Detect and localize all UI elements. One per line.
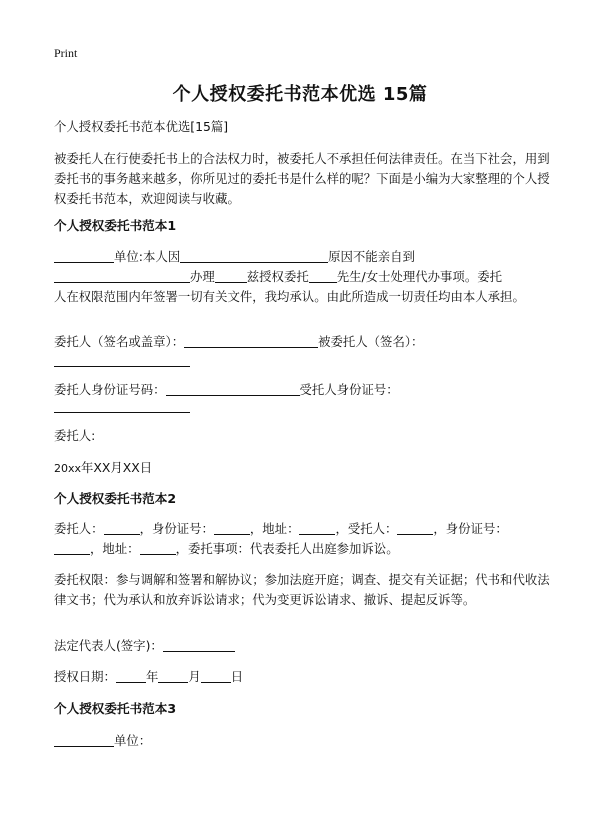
id-agent-label: 受托人身份证号： <box>299 382 399 397</box>
day-label: 日 <box>230 669 244 684</box>
section3-unit-row <box>54 731 550 751</box>
blank-field[interactable] <box>104 520 140 535</box>
day-field[interactable] <box>201 668 231 683</box>
text-segment: 单位:本人因 <box>114 249 181 264</box>
text-segment: ，地址： <box>249 521 300 536</box>
sign-agent-label: 被委托人（签名）： <box>318 334 424 349</box>
id-principal-field[interactable] <box>166 381 300 396</box>
section2-line2 <box>54 539 550 559</box>
blank-field[interactable] <box>180 248 328 263</box>
blank-field[interactable] <box>215 268 247 283</box>
blank-field[interactable] <box>299 520 335 535</box>
legal-rep-field[interactable] <box>163 637 235 652</box>
section1-heading: 个人授权委托书范本1 <box>54 218 177 233</box>
text-segment: 先生/女士处理代办事项。委托 <box>336 269 502 284</box>
sign-agent-field[interactable] <box>54 352 190 367</box>
blank-field[interactable] <box>309 268 337 283</box>
text-segment: 办理 <box>190 269 215 284</box>
print-label[interactable]: Print <box>54 46 78 60</box>
text-segment: 委托人： <box>54 521 104 536</box>
year-label: 年 <box>145 669 159 684</box>
section1-body <box>54 247 550 307</box>
text-segment: ，身份证号： <box>139 521 214 536</box>
sign-principal-label: 委托人（签名或盖章）： <box>54 334 185 349</box>
section1-line2 <box>54 267 550 287</box>
legal-rep-row <box>54 636 550 656</box>
section3-heading: 个人授权委托书范本3 <box>54 701 177 716</box>
legal-rep-label: 法定代表人(签字)： <box>54 638 163 653</box>
month-field[interactable] <box>158 668 188 683</box>
page-title: 个人授权委托书范本优选 15篇 <box>172 84 428 105</box>
blank-field[interactable] <box>54 248 114 263</box>
text-segment: ，地址： <box>90 541 140 556</box>
section1-line3: 人在权限范围内年签署一切有关文件，我均承认。由此所造成一切责任均由本人承担。 <box>54 289 525 304</box>
text-segment: 兹授权委托 <box>246 269 309 284</box>
id-agent-field-wrap <box>54 398 190 413</box>
intro-paragraph: 被委托人在行使委托书上的合法权力时，被委托人不承担任何法律责任。在当下社会，用到委托书的事务越来越多，你所见过的委托书是什么样的呢？下面是小编为大家整理的个人授权委托书范本，欢迎阅读与收藏。 <box>54 151 550 206</box>
section2-line1 <box>54 519 550 539</box>
blank-field[interactable] <box>54 268 190 283</box>
sign-row <box>54 332 550 352</box>
sign-agent-field-wrap <box>54 352 190 367</box>
unit-label: 单位： <box>114 733 152 748</box>
id-row <box>54 380 550 400</box>
id-agent-field[interactable] <box>54 398 190 413</box>
text-segment: ，身份证号： <box>433 521 508 536</box>
blank-field[interactable] <box>214 520 250 535</box>
sign-principal-field[interactable] <box>184 333 318 348</box>
year-field[interactable] <box>116 668 146 683</box>
text-segment: ，委托事项：代表委托人出庭参加诉讼。 <box>175 541 399 556</box>
blank-field[interactable] <box>140 540 176 555</box>
auth-date-row <box>54 667 550 687</box>
section1-date <box>54 458 550 479</box>
auth-date-label: 授权日期： <box>54 669 116 684</box>
unit-field[interactable] <box>54 732 114 747</box>
month-label: 月 <box>188 669 201 684</box>
date-year: 20xx <box>54 462 82 475</box>
text-segment: ，受托人： <box>335 521 398 536</box>
section2-authority: 委托权限：参与调解和签署和解协议；参加法庭开庭；调查、提交有关证据；代书和代收法律文书；代为承认和放弃诉讼请求；代为变更诉讼请求、撤诉、提起反诉等。 <box>54 572 550 607</box>
id-principal-label: 委托人身份证号码： <box>54 382 166 397</box>
date-rest: 年XX月XX日 <box>81 460 153 475</box>
section2-heading: 个人授权委托书范本2 <box>54 491 177 506</box>
text-segment: 原因不能亲自到 <box>328 249 415 264</box>
blank-field[interactable] <box>397 520 433 535</box>
principal-label: 委托人: <box>54 428 96 443</box>
section2-fields <box>54 519 550 559</box>
blank-field[interactable] <box>54 540 90 555</box>
section1-line1 <box>54 247 550 267</box>
intro-subtitle: 个人授权委托书范本优选[15篇] <box>54 119 229 134</box>
